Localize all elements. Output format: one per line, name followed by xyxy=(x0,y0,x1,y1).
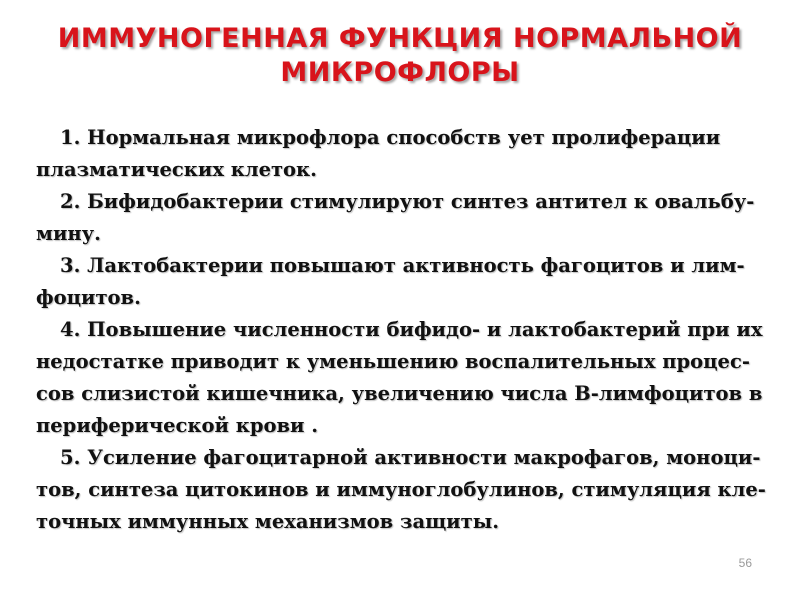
item-5-line-3: точных иммунных механизмов защиты. xyxy=(36,510,500,533)
slide-title-line-1: ИММУНОГЕННАЯ ФУНКЦИЯ НОРМАЛЬНОЙ xyxy=(57,23,743,54)
slide-title-line-2: МИКРОФЛОРЫ xyxy=(280,57,520,88)
item-4-line-3: сов слизистой кишечника, увеличению числа В-лимфоцитов в xyxy=(36,382,763,405)
item-4-line-4: периферической крови . xyxy=(36,414,319,437)
page-number: 56 xyxy=(738,556,752,570)
item-4-line-1: 4. Повышение численности бифидо- и лактобактерий при их xyxy=(60,318,763,341)
item-2-line-1: 2. Бифидобактерии стимулируют синтез антител к овальбу- xyxy=(60,190,755,213)
item-3-line-1: 3. Лактобактерии повышают активность фагоцитов и лим- xyxy=(60,254,745,277)
slide-title xyxy=(20,22,780,90)
slide-body xyxy=(36,122,766,538)
item-1-line-1: 1. Нормальная микрофлора способств ует пролиферации xyxy=(60,126,721,149)
item-5-line-2: тов, синтеза цитокинов и иммуноглобулинов, стимуляция кле- xyxy=(36,478,766,501)
item-1-line-2: плазматических клеток. xyxy=(36,158,317,181)
item-3-line-2: фоцитов. xyxy=(36,286,141,309)
item-2-line-2: мину. xyxy=(36,222,101,245)
item-5-line-1: 5. Усиление фагоцитарной активности макрофагов, моноци- xyxy=(60,446,761,469)
item-4-line-2: недостатке приводит к уменьшению воспалительных процес- xyxy=(36,350,750,373)
